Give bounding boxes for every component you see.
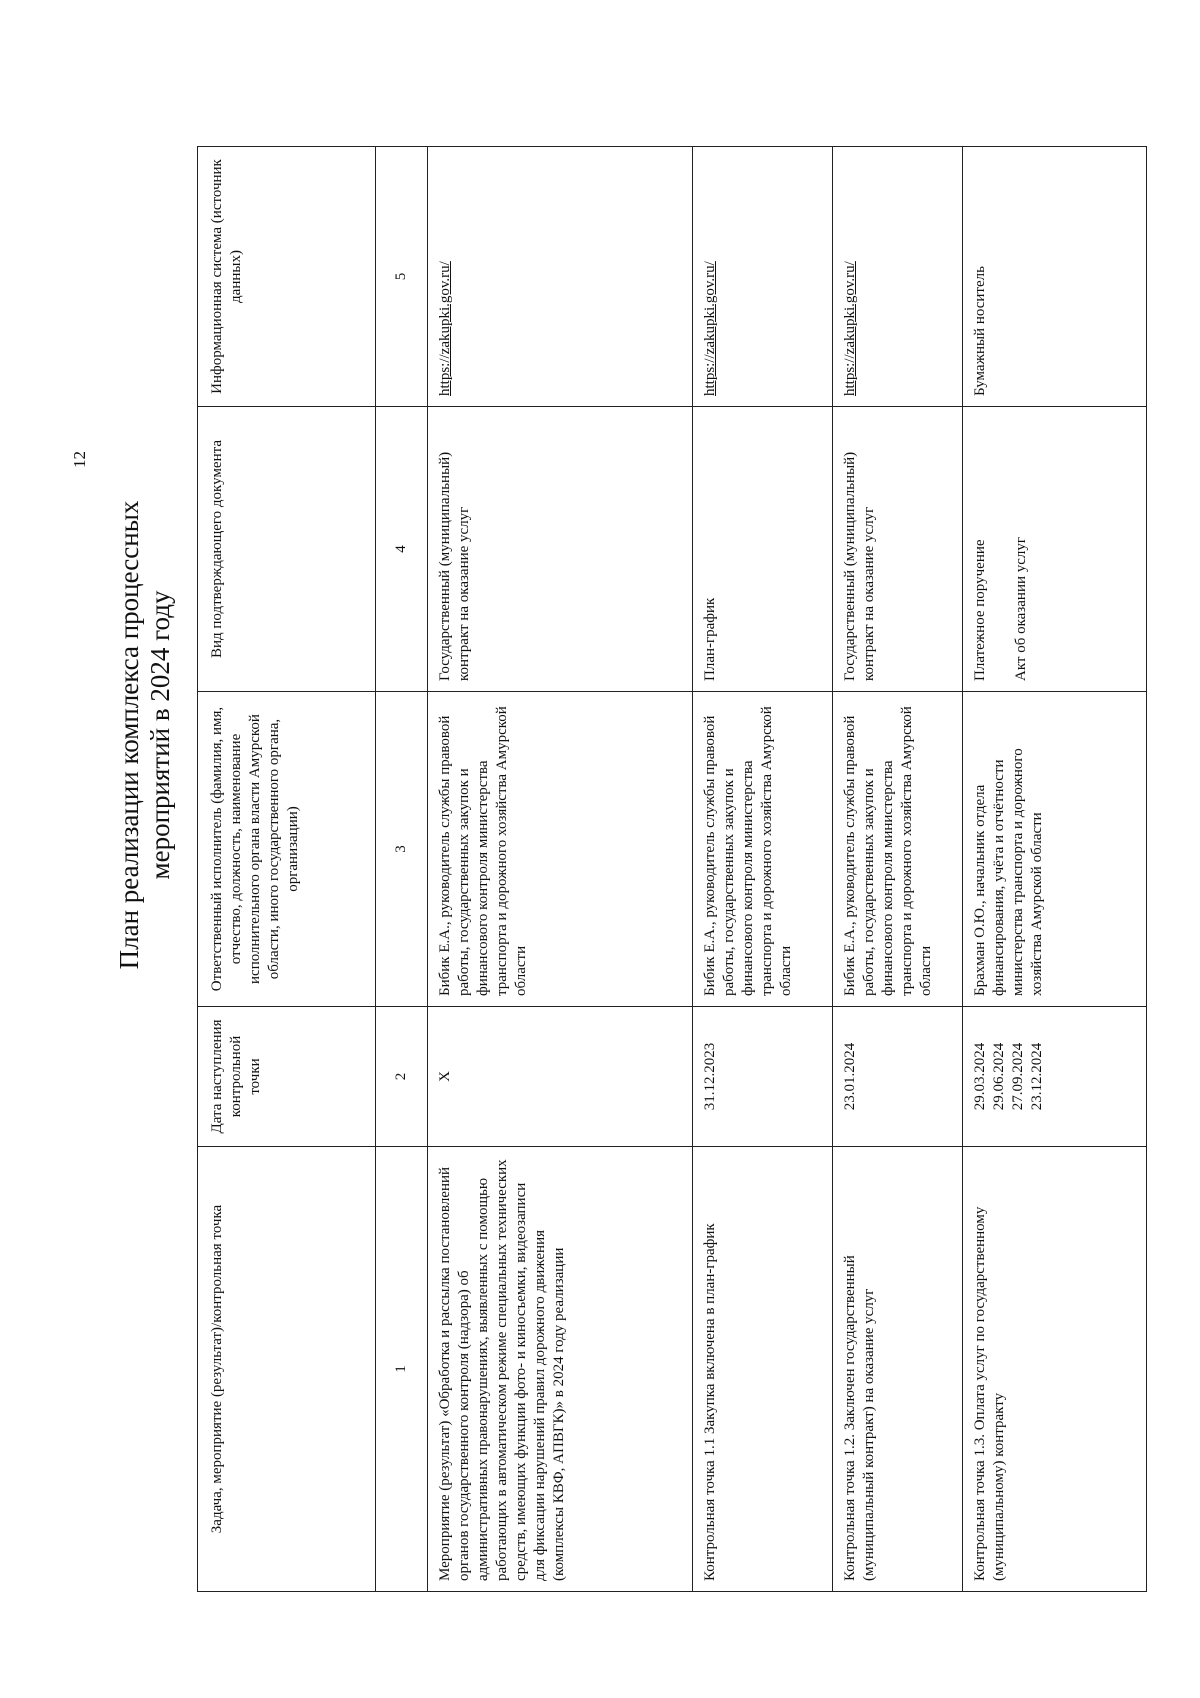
executor-cell: Бибик Е.А., руководитель службы правовой работы, государственных закупок и финансового контроля министерства транспорта и дорожного хозяйства Амурской области: [693, 692, 833, 1007]
header-row: [198, 147, 376, 1592]
task-cell: Контрольная точка 1.1 Закупка включена в план-график: [693, 1147, 833, 1592]
date-cell: 29.03.2024 29.06.2024 27.09.2024 23.12.2024: [963, 1007, 1147, 1147]
table-row: [693, 147, 833, 1592]
document-cell: [693, 407, 833, 692]
date-cell: X: [428, 1007, 693, 1147]
task-cell: Контрольная точка 1.3. Оплата услуг по государственному (муниципальному) контракту: [963, 1147, 1147, 1592]
system-cell: [428, 147, 693, 407]
header-system: Информационная система (источник данных): [198, 147, 376, 407]
table-row: [833, 147, 963, 1592]
table-row: [963, 147, 1147, 1592]
document-type: Государственный (муниципальный) контракт на оказание услуг: [437, 451, 472, 681]
executor-cell: Бибик Е.А., руководитель службы правовой работы, государственных закупок и финансового контроля министерства транспорта и дорожного хозяйства Амурской области: [428, 692, 693, 1007]
column-number-row: [376, 147, 428, 1592]
plan-table: [197, 146, 1147, 1592]
system-cell: Бумажный носитель: [963, 147, 1147, 407]
document-type: Платежное поручение: [972, 539, 988, 681]
document-cell: [428, 407, 693, 692]
title-line-2: мероприятий в 2024 году: [145, 590, 175, 880]
zakupki-link[interactable]: https://zakupki.gov.ru/: [437, 261, 453, 396]
date-cell: 23.01.2024: [833, 1007, 963, 1147]
system-cell: [693, 147, 833, 407]
document-type-secondary: Акт об оказании услуг: [1013, 536, 1029, 681]
system-cell: [833, 147, 963, 407]
document-type: План-график: [702, 597, 718, 681]
task-cell: Контрольная точка 1.2. Заключен государственный (муниципальный контракт) на оказание услуг: [833, 1147, 963, 1592]
title-line-1: План реализации комплекса процессных: [114, 500, 144, 970]
task-cell: Мероприятие (результат) «Обработка и рассылка постановлений органов государственного контроля (надзора) об административных правонарушениях, выявленных с помощью работающих в автоматическом режиме специальных технических средств, имеющих функции фото- и киносъемки, видеозаписи для фиксации нарушений правил дорожного движения (комплексы КВФ, АПВГК)» в 2024 году реализации: [428, 1147, 693, 1592]
column-number: 3: [376, 692, 428, 1007]
page-number: 12: [70, 451, 89, 468]
column-number: 2: [376, 1007, 428, 1147]
column-number: 1: [376, 1147, 428, 1592]
document-cell: [833, 407, 963, 692]
document-type: Государственный (муниципальный) контракт на оказание услуг: [842, 451, 877, 681]
executor-cell: Брахман О.Ю., начальник отдела финансирования, учёта и отчётности министерства транспорта и дорожного хозяйства Амурской области: [963, 692, 1147, 1007]
column-number: 4: [376, 407, 428, 692]
header-task: Задача, мероприятие (результат)/контрольная точка: [198, 1147, 376, 1592]
zakupki-link[interactable]: https://zakupki.gov.ru/: [702, 261, 718, 396]
executor-cell: Бибик Е.А., руководитель службы правовой работы, государственных закупок и финансового контроля министерства транспорта и дорожного хозяйства Амурской области: [833, 692, 963, 1007]
zakupki-link[interactable]: https://zakupki.gov.ru/: [842, 261, 858, 396]
table-row: [428, 147, 693, 1592]
document-title: [114, 425, 176, 1045]
header-document: Вид подтверждающего документа: [198, 407, 376, 692]
document-cell: [963, 407, 1147, 692]
rotated-table-container: [197, 147, 1142, 1592]
header-date: Дата наступления контрольной точки: [198, 1007, 376, 1147]
date-cell: 31.12.2023: [693, 1007, 833, 1147]
column-number: 5: [376, 147, 428, 407]
header-executor: Ответственный исполнитель (фамилия, имя, отчество, должность, наименование исполнительного органа власти Амурской области, иного государственного органа, организации): [198, 692, 376, 1007]
